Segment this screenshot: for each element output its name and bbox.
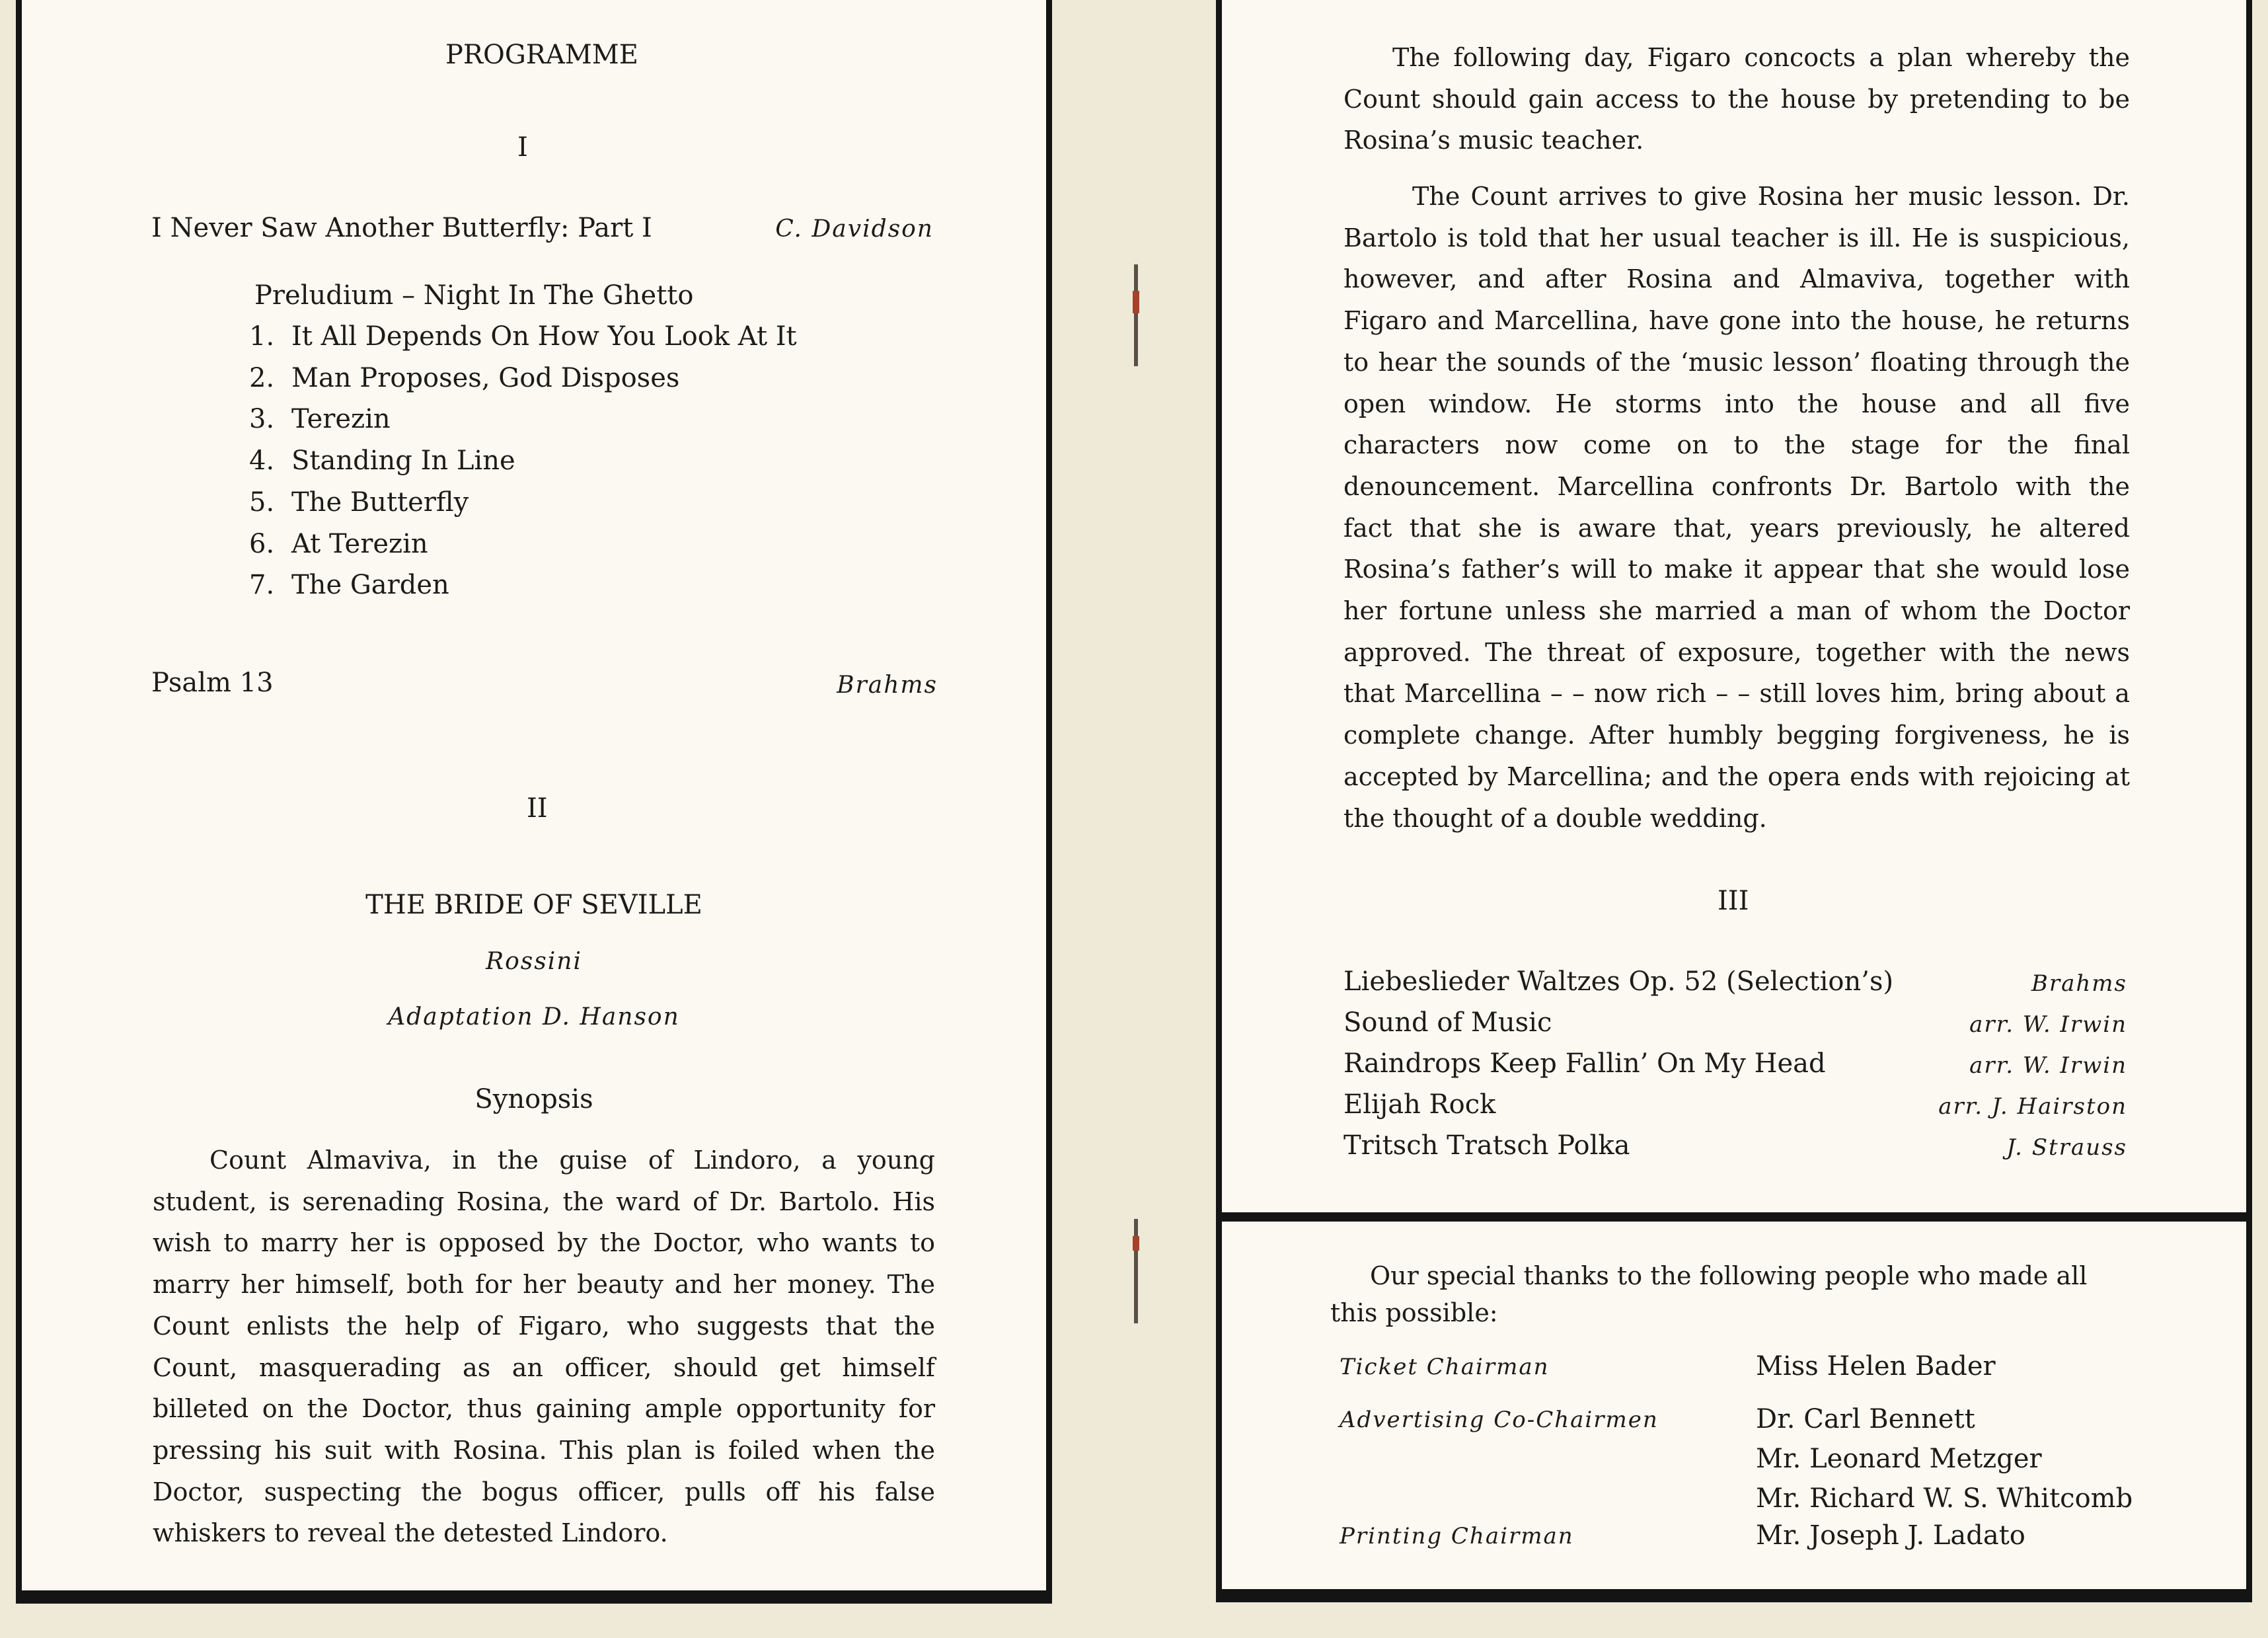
section-numeral-2: II [527, 793, 548, 824]
piece-credit: Brahms [2031, 970, 2127, 997]
committee-role: Advertising Co-Chairmen [1340, 1407, 1659, 1433]
piece-credit: arr. W. Irwin [1969, 1011, 2127, 1038]
movement-item [249, 446, 515, 476]
thanks-intro: Our special thanks to the following people who made all this possible: [1330, 1261, 2088, 1327]
movement-number: 5. [249, 487, 275, 518]
movement-title: It All Depends On How You Look At It [291, 321, 797, 352]
movement-item [249, 363, 679, 393]
movement-item [249, 529, 428, 559]
work-title-psalm: Psalm 13 [151, 668, 274, 698]
composer-brahms: Brahms [837, 672, 938, 699]
movement-number: 2. [249, 362, 275, 393]
movement-item [249, 570, 449, 600]
piece-title: Liebeslieder Waltzes Op. 52 (Selection’s) [1343, 966, 1894, 997]
movement-title: Man Proposes, God Disposes [291, 362, 680, 393]
committee-member-name: Mr. Joseph J. Ladato [1756, 1520, 2025, 1551]
movement-title: The Garden [291, 570, 449, 601]
committee-member-name: Dr. Carl Bennett [1756, 1404, 1975, 1434]
preludium-line: Preludium – Night In The Ghetto [254, 280, 694, 311]
movement-number: 4. [249, 446, 275, 477]
piece-title: Sound of Music [1343, 1007, 1552, 1038]
committee-member-name: Miss Helen Bader [1756, 1351, 1996, 1382]
left-page [16, 0, 1052, 1604]
programme-title: PROGRAMME [445, 40, 638, 70]
movement-title: Standing In Line [291, 446, 515, 477]
right-page-top [1216, 0, 2252, 1222]
section-numeral-3: III [1718, 886, 1749, 916]
composer-davidson: C. Davidson [775, 215, 934, 243]
work-title-butterfly: I Never Saw Another Butterfly: Part I [151, 213, 652, 243]
piece-title: Elijah Rock [1343, 1089, 1496, 1120]
movement-item [249, 404, 391, 434]
section-numeral-1: I [517, 132, 528, 163]
piece-credit: arr. J. Hairston [1938, 1093, 2127, 1120]
piece-title: Raindrops Keep Fallin’ On My Head [1343, 1048, 1826, 1079]
opera-adaptation: Adaptation D. Hanson [388, 1003, 680, 1031]
committee-role: Ticket Chairman [1340, 1354, 1550, 1380]
synopsis-paragraph-1: Count Almaviva, in the guise of Lindoro, a young student, is serenading Rosina, the ward of Dr. Bartolo. His wish to marry her is opposed by the Doctor, who wants to marry her himself, both for her beauty and her money. The Count enlists the help of Figaro, who suggests that the Count, masquerading as an officer, should get himself billeted on the Doctor, thus gaining ample opportunity for pressing his suit with Rosina. This plan is foiled when the Doctor, suspecting the bogus officer, pulls off his false whiskers to reveal the detested Lindoro. [153, 1146, 935, 1548]
synopsis-paragraph-3: The Count arrives to give Rosina her music lesson. Dr. Bartolo is told that her usual teacher is ill. He is suspicious, however, and after Rosina and Almaviva, together with Figaro and Marcellina, have gone into the house, he returns to hear the sounds of the ‘music lesson’ floating through the open window. He storms into the house and all five characters now come on to the stage for the final denouncement. Marcellina confronts Dr. Bartolo with the fact that she is aware that, years previously, he altered Rosina’s father’s will to make it appear that she would lose her fortune unless she married a man of whom the Doctor approved. The threat of exposure, together with the news that Marcellina – – now rich – – still loves him, bring about a complete change. After humbly begging forgiveness, he is accepted by Marcellina; and the opera ends with rejoicing at the thought of a double wedding. [1343, 182, 2130, 833]
movement-title: Terezin [291, 404, 391, 435]
piece-credit: arr. W. Irwin [1969, 1052, 2127, 1079]
movement-number: 6. [249, 528, 275, 559]
opera-title: THE BRIDE OF SEVILLE [365, 890, 702, 920]
committee-member-name: Mr. Leonard Metzger [1756, 1444, 2042, 1474]
movement-item [249, 321, 797, 352]
committee-member-name: Mr. Richard W. S. Whitcomb [1756, 1483, 2133, 1514]
synopsis-paragraph-2: The following day, Figaro concocts a plan whereby the Count should gain access to the house by pretending to be Rosina’s music teacher. [1343, 43, 2130, 155]
movement-title: At Terezin [291, 528, 428, 559]
movement-item [249, 487, 469, 518]
movement-number: 3. [249, 404, 275, 435]
piece-credit: J. Strauss [2006, 1134, 2127, 1161]
synopsis-heading: Synopsis [474, 1084, 593, 1114]
piece-title: Tritsch Tratsch Polka [1343, 1130, 1630, 1161]
right-page-acknowledgements [1216, 1222, 2252, 1602]
committee-role: Printing Chairman [1340, 1523, 1574, 1549]
opera-composer: Rossini [486, 948, 582, 975]
movement-number: 7. [249, 570, 275, 601]
movement-number: 1. [249, 321, 275, 352]
movement-title: The Butterfly [291, 487, 469, 518]
